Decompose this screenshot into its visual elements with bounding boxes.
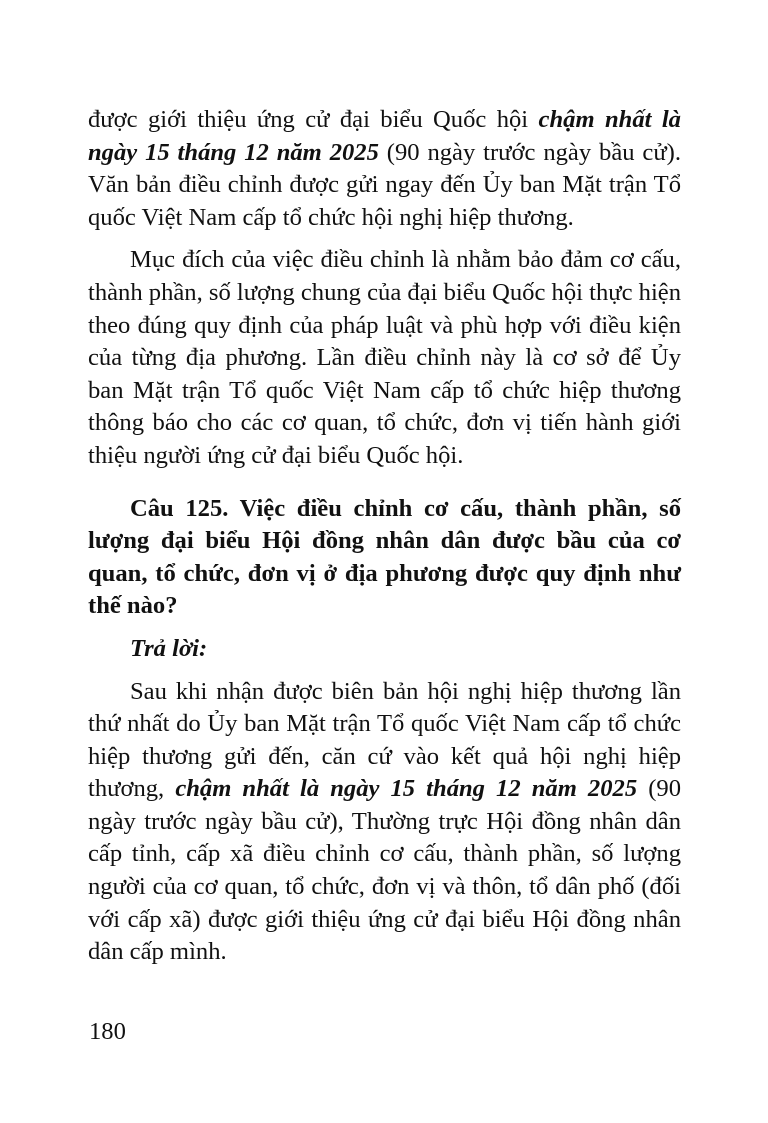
paragraph-2: Mục đích của việc điều chỉnh là nhằm bảo đảm cơ cấu, thành phần, số lượng chung của đại biểu Quốc hội thực hiện theo đúng quy định của pháp luật và phù hợp với điều kiện của từng địa phương. Lần điều chỉnh này là cơ sở để Ủy ban Mặt trận Tổ quốc Việt Nam cấp tổ chức hiệp thương thông báo cho các cơ quan, tổ chức, đơn vị tiến hành giới thiệu người ứng cử đại biểu Quốc hội. bbox=[88, 246, 681, 469]
answer-label: Trả lời: bbox=[130, 634, 208, 662]
paragraph-1 bbox=[88, 104, 681, 234]
answer-text-b: (90 ngày trước ngày bầu cử), Thường trực Hội đồng nhân dân cấp tỉnh, cấp xã điều chỉnh cơ cấu, thành phần, số lượng người của cơ quan, tổ chức, đơn vị và thôn, tổ dân phố (đối với cấp xã) được giới thiệu ứng cử đại biểu Hội đồng nhân dân cấp mình. bbox=[88, 775, 681, 966]
answer-paragraph bbox=[88, 676, 681, 969]
paragraph-1-deadline-emphasis: chậm nhất là ngày 15 tháng 12 năm 2025 bbox=[88, 106, 681, 166]
answer-text-a: Sau khi nhận được biên bản hội nghị hiệp thương lần thứ nhất do Ủy ban Mặt trận Tổ quốc Việt Nam cấp tổ chức hiệp thương gửi đến, căn cứ vào kết quả hội nghị hiệp thương, bbox=[88, 677, 681, 803]
document-page bbox=[88, 104, 681, 969]
paragraph-1-text-b: (90 ngày trước ngày bầu cử). Văn bản điều chỉnh được gửi ngay đến Ủy ban Mặt trận Tổ quốc Việt Nam cấp tổ chức hội nghị hiệp thương. bbox=[88, 138, 682, 231]
answer-deadline-emphasis: chậm nhất là ngày 15 tháng 12 năm 2025 bbox=[175, 775, 638, 803]
question-heading: Câu 125. Việc điều chỉnh cơ cấu, thành phần, số lượng đại biểu Hội đồng nhân dân được bầu của cơ quan, tổ chức, đơn vị ở địa phương được quy định như thế nào? bbox=[88, 494, 681, 620]
page-number: 180 bbox=[89, 1018, 126, 1045]
paragraph-1-text-a: được giới thiệu ứng cử đại biểu Quốc hội bbox=[88, 106, 539, 133]
